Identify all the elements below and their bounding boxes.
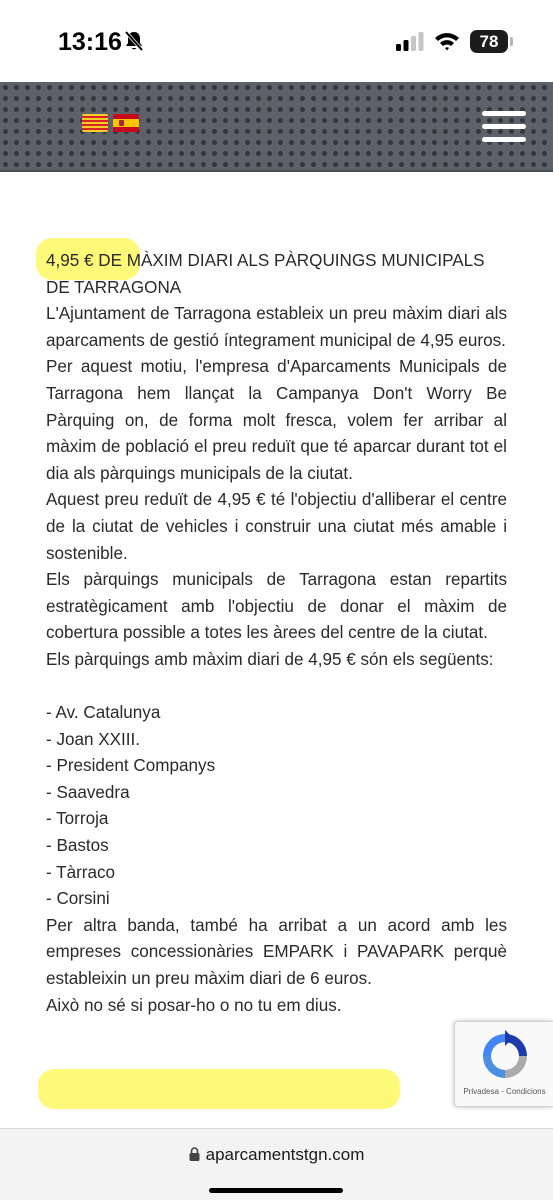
parking-list-item: - Bastos <box>46 836 109 856</box>
catalan-flag-icon[interactable] <box>82 114 108 132</box>
article-paragraph: L'Ajuntament de Tarragona estableix un preu màxim diari als aparcaments de gestió íntegrament municipal de 4,95 euros. <box>46 304 507 350</box>
recaptcha-icon <box>479 1030 531 1082</box>
parking-list-item: - Corsini <box>46 889 110 909</box>
lock-icon <box>189 1147 200 1161</box>
article-paragraph: Els pàrquings amb màxim diari de 4,95 € són els següents: <box>46 649 494 669</box>
note-highlight <box>38 1069 400 1109</box>
battery-tip <box>510 37 513 46</box>
spacer <box>46 674 507 701</box>
parking-list-item: - Saavedra <box>46 782 130 802</box>
article-title: 4,95 € DE MÀXIM DIARI ALS PÀRQUINGS MUNICIPALS DE TARRAGONA <box>46 251 485 297</box>
parking-list-item: - President Companys <box>46 756 216 776</box>
recaptcha-badge[interactable] <box>454 1021 553 1107</box>
battery-icon: 78 <box>470 30 508 53</box>
hamburger-menu-icon[interactable] <box>482 109 526 145</box>
wifi-icon <box>434 30 460 52</box>
recaptcha-links[interactable]: Privadesa - Condicions <box>463 1087 546 1096</box>
site-header <box>0 82 553 172</box>
url-text: aparcamentstgn.com <box>205 1145 365 1164</box>
note-paragraph: Això no sé si posar-ho o no tu em dius. <box>46 995 342 1015</box>
home-indicator <box>209 1188 343 1193</box>
parking-list-item: - Av. Catalunya <box>46 703 161 723</box>
closing-paragraph: Per altra banda, també ha arribat a un acord amb les empreses concessionàries EMPARK i PAVAPARK perquè estableixin un preu màxim diari de 6 euros. <box>46 915 507 989</box>
status-bar <box>0 0 553 82</box>
article-paragraph: Aquest preu reduït de 4,95 € té l'objectiu d'alliberar el centre de la ciutat de vehicles i construir una ciutat més amable i sostenible. <box>46 490 507 563</box>
parking-list-item: - Torroja <box>46 809 109 829</box>
article-body <box>46 248 507 1019</box>
article-paragraph: Els pàrquings municipals de Tarragona estan repartits estratègicament amb l'objectiu de donar el màxim de cobertura possible a totes les àrees del centre de la ciutat. <box>46 570 507 643</box>
parking-list-item: - Tàrraco <box>46 862 116 882</box>
parking-list-item: - Joan XXIII. <box>46 729 141 749</box>
article-paragraph: Per aquest motiu, l'empresa d'Aparcaments Municipals de Tarragona hem llançat la Campanya Don't Worry Be Pàrquing on, de forma molt fresca, volem fer arribar al màxim de població el preu reduït que té aparcar durant tot el dia als pàrquings municipals de la ciutat. <box>46 357 507 483</box>
spanish-flag-icon[interactable] <box>113 114 139 132</box>
signal-icon <box>396 31 424 51</box>
url-display[interactable] <box>0 1145 553 1165</box>
status-time: 13:16 <box>58 28 122 56</box>
bell-slash-icon <box>124 30 144 52</box>
